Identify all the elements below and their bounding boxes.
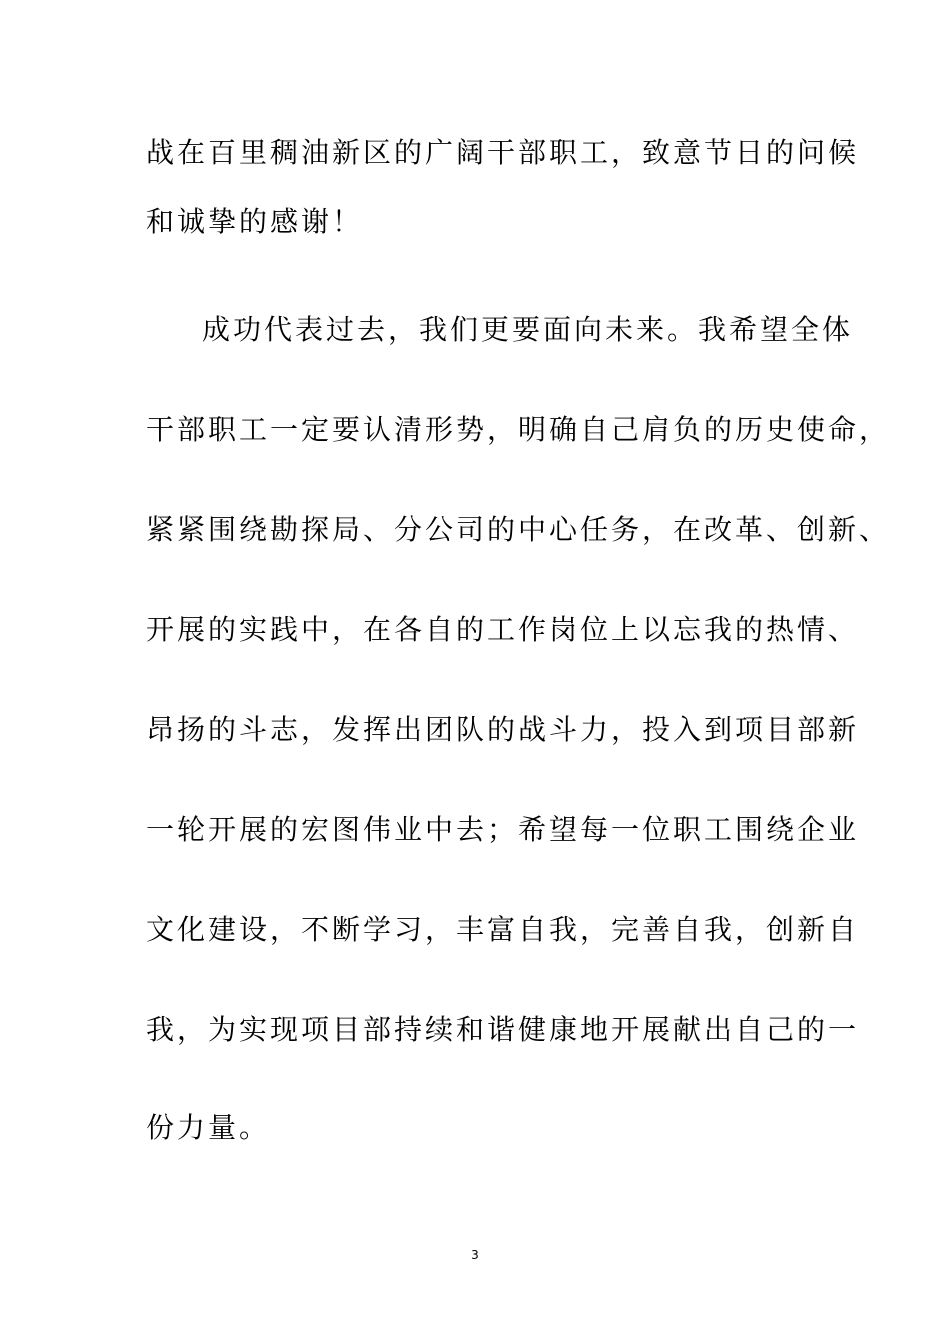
page-number: 3 — [471, 1248, 479, 1262]
text-line: 昂扬的斗志，发挥出团队的战斗力，投入到项目部新 — [146, 713, 860, 746]
text-line: 一轮开展的宏图伟业中去；希望每一位职工围绕企业 — [146, 813, 860, 846]
text-line: 文化建设，不断学习，丰富自我，完善自我，创新自 — [146, 913, 860, 946]
text-line: 和诚挚的感谢！ — [146, 205, 364, 238]
text-line: 我，为实现项目部持续和谐健康地开展献出自己的一 — [146, 1013, 860, 1046]
text-line: 开展的实践中，在各自的工作岗位上以忘我的热情、 — [146, 613, 860, 646]
text-line: 份力量。 — [146, 1111, 271, 1144]
text-line: 战在百里稠油新区的广阔干部职工，致意节日的问候 — [146, 136, 860, 169]
paragraph-start-line: 成功代表过去，我们更要面向未来。我希望全体 — [202, 313, 854, 346]
text-line: 紧紧围绕勘探局、分公司的中心任务，在改革、创新、 — [146, 513, 891, 546]
text-line: 干部职工一定要认清形势，明确自己肩负的历史使命， — [146, 413, 891, 446]
